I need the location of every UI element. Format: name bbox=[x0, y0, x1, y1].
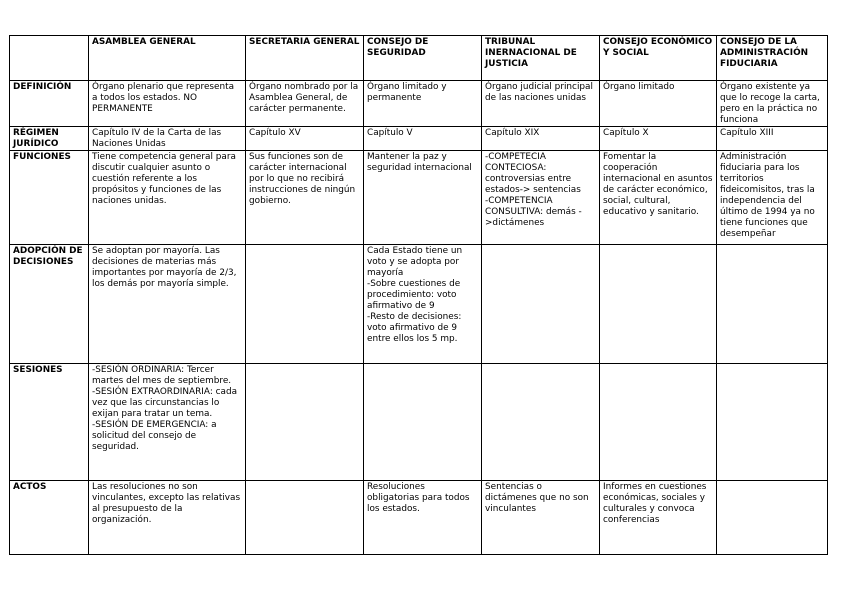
table-cell bbox=[600, 127, 717, 151]
cell-text: -SESIÓN DE EMERGENCIA: a solicitud del consejo de seguridad. bbox=[92, 420, 217, 452]
row-label: RÉGIMEN JURÍDICO bbox=[10, 127, 89, 151]
header-cell-tribunal: TRIBUNAL INERNACIONAL DE JUSTICIA bbox=[482, 36, 600, 81]
cell-text: Capítulo V bbox=[367, 128, 413, 138]
table-cell bbox=[717, 245, 828, 364]
table-cell bbox=[364, 151, 482, 245]
un-organs-table bbox=[9, 35, 828, 555]
cell-text: Capítulo XIII bbox=[720, 128, 774, 138]
table-cell bbox=[246, 127, 364, 151]
cell-text: Se adoptan por mayoría. Las decisiones de materias más importantes por mayoría de 2/3, los demás por mayoría simple. bbox=[92, 246, 237, 289]
table-cell bbox=[600, 151, 717, 245]
table-cell bbox=[717, 364, 828, 481]
table-cell bbox=[364, 127, 482, 151]
table-row bbox=[10, 481, 828, 555]
table-cell bbox=[246, 364, 364, 481]
header-cell-corner bbox=[10, 36, 89, 81]
table-cell bbox=[246, 481, 364, 555]
table-cell bbox=[364, 81, 482, 127]
header-row bbox=[10, 36, 828, 81]
cell-text: -COMPETENCIA CONSULTIVA: demás ->dictámenes bbox=[485, 196, 582, 228]
cell-text: Capítulo IV de la Carta de las Naciones Unidas bbox=[92, 128, 222, 149]
cell-text: Informes en cuestiones económicas, sociales y culturales y convoca conferencias bbox=[603, 482, 707, 525]
cell-text: Sus funciones son de carácter internacional por lo que no recibirá instrucciones de ningún gobierno. bbox=[249, 152, 356, 206]
table-cell bbox=[246, 245, 364, 364]
table-cell bbox=[364, 364, 482, 481]
table-row bbox=[10, 127, 828, 151]
table-cell bbox=[717, 127, 828, 151]
table-cell bbox=[600, 481, 717, 555]
row-label: FUNCIONES bbox=[10, 151, 89, 245]
table-cell bbox=[482, 81, 600, 127]
table-cell bbox=[600, 81, 717, 127]
cell-text: Capítulo X bbox=[603, 128, 649, 138]
cell-text: Fomentar la cooperación internacional en asuntos de carácter económico, social, cultural, educativo y sanitario. bbox=[603, 152, 713, 217]
cell-text: Tiene competencia general para discutir cualquier asunto o cuestión referente a los propósitos y funciones de las naciones unidas. bbox=[92, 152, 236, 206]
table-cell bbox=[600, 245, 717, 364]
cell-text: Órgano limitado bbox=[603, 82, 675, 92]
table-cell bbox=[364, 245, 482, 364]
cell-text: Capítulo XIX bbox=[485, 128, 540, 138]
header-cell-consejo-economico: CONSEJO ECONÓMICO Y SOCIAL bbox=[600, 36, 717, 81]
table-cell bbox=[482, 151, 600, 245]
table-cell bbox=[482, 481, 600, 555]
cell-text: Mantener la paz y seguridad internacional bbox=[367, 152, 472, 173]
row-label: DEFINICIÓN bbox=[10, 81, 89, 127]
table-cell bbox=[89, 151, 246, 245]
cell-text: Administración fiduciaria para los territorios fideicomisitos, tras la independencia del último de 1994 ya no tiene funciones que desempeñar bbox=[720, 152, 815, 239]
cell-text: -COMPETECIA CONTECIOSA: controversias entre estados-> sentencias bbox=[485, 152, 581, 195]
row-label: ACTOS bbox=[10, 481, 89, 555]
table-cell bbox=[89, 245, 246, 364]
header-cell-consejo-seguridad: CONSEJO DE SEGURIDAD bbox=[364, 36, 482, 81]
row-label: SESIONES bbox=[10, 364, 89, 481]
cell-text: Órgano existente ya que lo recoge la carta, pero en la práctica no funciona bbox=[720, 82, 820, 125]
table-row bbox=[10, 151, 828, 245]
table-cell bbox=[482, 364, 600, 481]
cell-text: Capítulo XV bbox=[249, 128, 301, 138]
table-cell bbox=[717, 481, 828, 555]
cell-text: Órgano plenario que representa a todos los estados. NO PERMANENTE bbox=[92, 82, 235, 114]
table-cell bbox=[364, 481, 482, 555]
table-cell bbox=[89, 481, 246, 555]
cell-text: Las resoluciones no son vinculantes, excepto las relativas al presupuesto de la organización. bbox=[92, 482, 241, 525]
cell-text: Órgano judicial principal de las naciones unidas bbox=[485, 82, 593, 103]
header-cell-asamblea: ASAMBLEA GENERAL bbox=[89, 36, 246, 81]
table-row bbox=[10, 364, 828, 481]
cell-text: Resoluciones obligatorias para todos los estados. bbox=[367, 482, 470, 514]
table-cell bbox=[717, 151, 828, 245]
table-cell bbox=[717, 81, 828, 127]
cell-text: Sentencias o dictámenes que no son vinculantes bbox=[485, 482, 589, 514]
header-cell-consejo-fiduciaria: CONSEJO DE LA ADMINISTRACIÓN FIDUCIARIA bbox=[717, 36, 828, 81]
header-cell-secretaria: SECRETARIA GENERAL bbox=[246, 36, 364, 81]
cell-text: Órgano nombrado por la Asamblea General, de carácter permanente. bbox=[249, 82, 359, 114]
cell-text: -Sobre cuestiones de procedimiento: voto afirmativo de 9 bbox=[367, 279, 461, 311]
cell-text: Cada Estado tiene un voto y se adopta por mayoría bbox=[367, 246, 463, 278]
cell-text: -Resto de decisiones: voto afirmativo de 9 entre ellos los 5 mp. bbox=[367, 312, 462, 344]
table-cell bbox=[246, 81, 364, 127]
cell-text: -SESIÓN EXTRAORDINARIA: cada vez que las circunstancias lo exijan para tratar un tema. bbox=[92, 387, 238, 419]
table-cell bbox=[600, 364, 717, 481]
table-cell bbox=[89, 81, 246, 127]
table-row bbox=[10, 245, 828, 364]
table-cell bbox=[246, 151, 364, 245]
table-cell bbox=[482, 245, 600, 364]
table-cell bbox=[89, 364, 246, 481]
table-cell bbox=[482, 127, 600, 151]
cell-text: Órgano limitado y permanente bbox=[367, 82, 447, 103]
table-row bbox=[10, 81, 828, 127]
cell-text: -SESIÓN ORDINARIA: Tercer martes del mes de septiembre. bbox=[92, 365, 232, 386]
row-label: ADOPCIÓN DE DECISIONES bbox=[10, 245, 89, 364]
table-cell bbox=[89, 127, 246, 151]
